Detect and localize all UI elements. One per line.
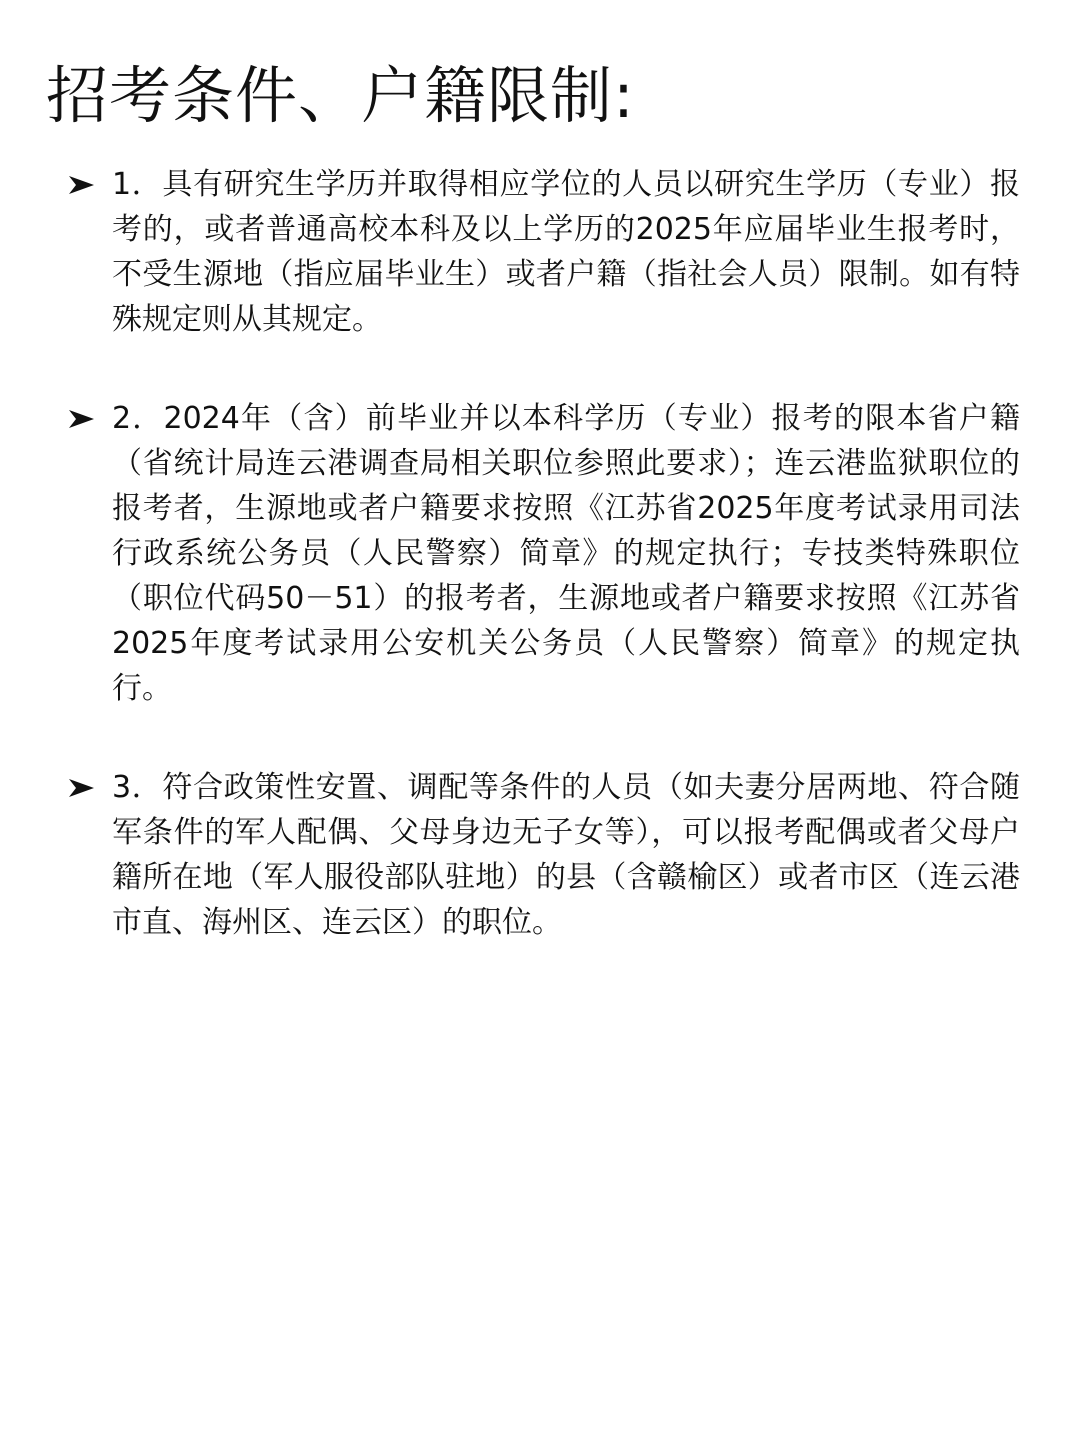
list-item-text: 3．符合政策性安置、调配等条件的人员（如夫妻分居两地、符合随军条件的军人配偶、父母身边无子女等），可以报考配偶或者父母户籍所在地（军人服役部队驻地）的县（含赣榆区）或者市区（连云港市直、海州区、连云区）的职位。 [112, 770, 1020, 940]
arrowhead-bullet-icon [68, 176, 94, 194]
arrowhead-bullet-icon [68, 410, 94, 428]
arrowhead-bullet-icon [68, 779, 94, 797]
page-title: 招考条件、户籍限制: [46, 59, 635, 132]
list-item-3 [46, 765, 1020, 945]
list-item-1 [46, 162, 1020, 342]
list-item-text: 2．2024年（含）前毕业并以本科学历（专业）报考的限本省户籍（省统计局连云港调查局相关职位参照此要求）；连云港监狱职位的报考者，生源地或者户籍要求按照《江苏省2025年度考试录用司法行政系统公务员（人民警察）简章》的规定执行；专技类特殊职位（职位代码50－51）的报考者，生源地或者户籍要求按照《江苏省2025年度考试录用公安机关公务员（人民警察）简章》的规定执行。 [112, 401, 1020, 706]
list-item-2 [46, 396, 1020, 711]
list-item-text: 1．具有研究生学历并取得相应学位的人员以研究生学历（专业）报考的，或者普通高校本科及以上学历的2025年应届毕业生报考时，不受生源地（指应届毕业生）或者户籍（指社会人员）限制。如有特殊规定则从其规定。 [112, 167, 1020, 337]
conditions-list [46, 162, 1020, 945]
